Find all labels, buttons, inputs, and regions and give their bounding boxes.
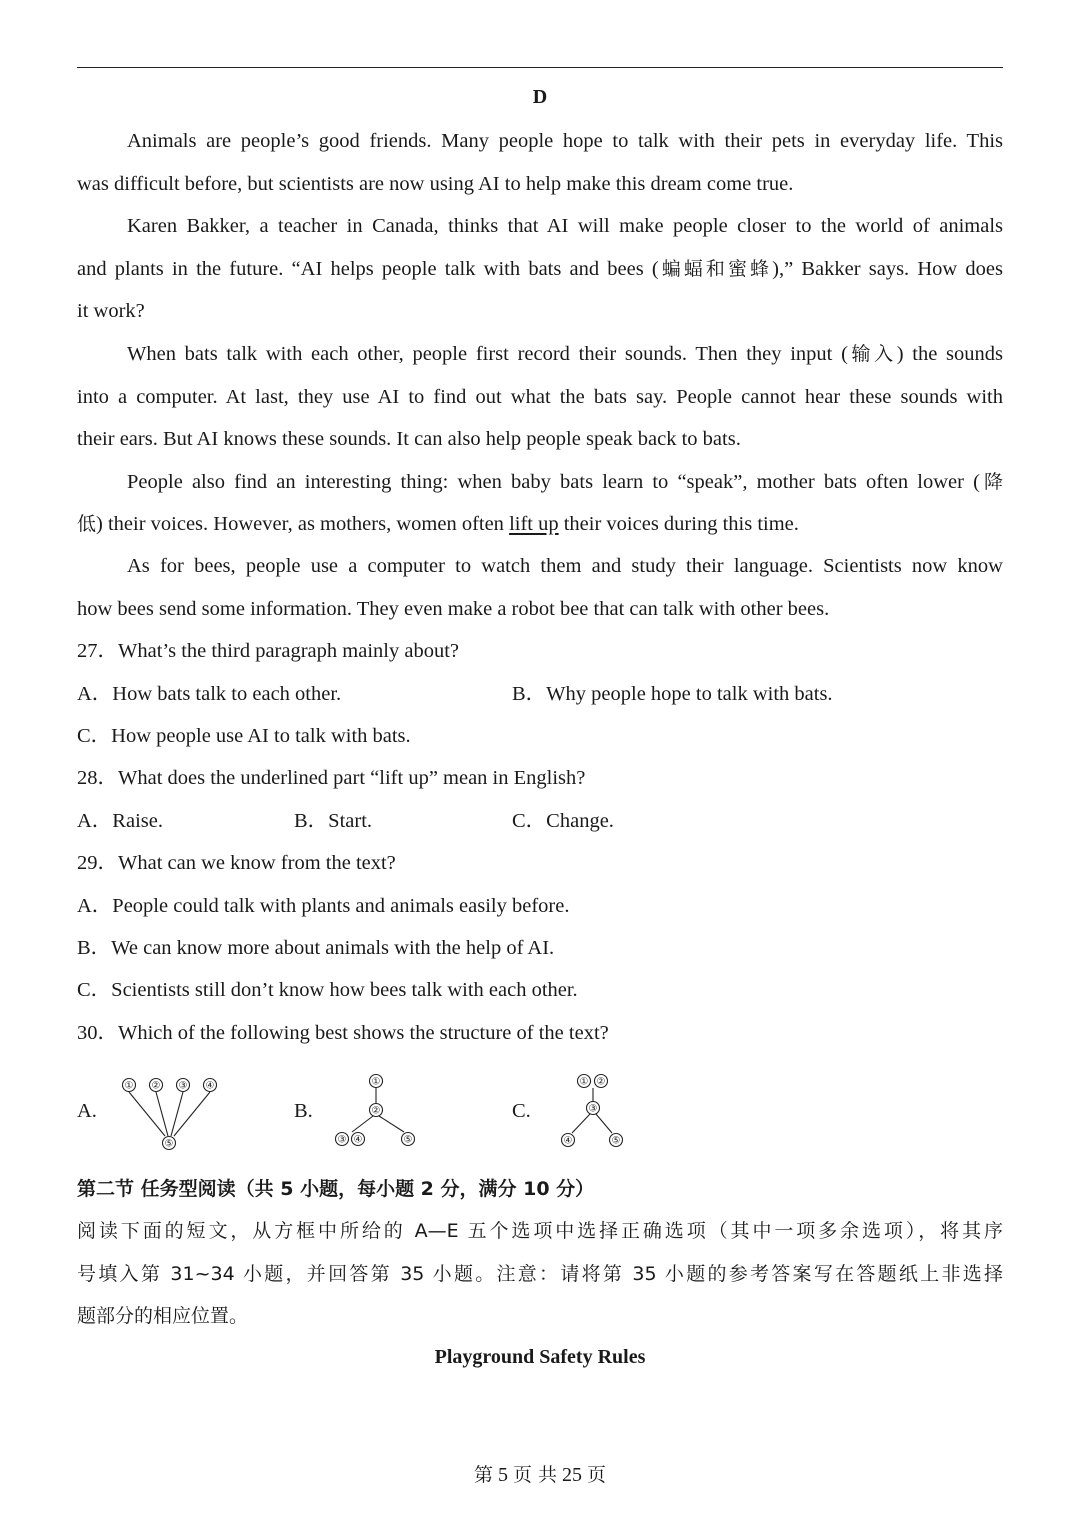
paragraph-1-line-2: was difficult before, but scientists are now using AI to help make this dream come true. [77, 173, 794, 195]
current-page-number: 5 [497, 1464, 508, 1486]
diagram-a-node-4: ④ [205, 1080, 215, 1092]
question-29-option-c[interactable]: C．Scientists still don’t know how bees talk with each other. [77, 979, 578, 1001]
diagram-b-node-4: ④ [353, 1134, 363, 1146]
page-footer: 第 5 页 共 25 页 [473, 1464, 607, 1486]
diagram-b-node-1: ① [371, 1076, 381, 1088]
diagram-b-node-3: ③ [337, 1134, 347, 1146]
paragraph-5-line-1: As for bees, people use a computer to watch them and study their language. Scientists now know [127, 555, 1003, 577]
paragraph-2-line-3: it work? [77, 300, 145, 322]
paragraph-1-line-1: Animals are people’s good friends. Many people hope to talk with their pets in everyday life. This [127, 130, 1003, 152]
diagram-a-node-5: ⑤ [164, 1138, 174, 1150]
question-27-option-b[interactable]: B．Why people hope to talk with bats. [512, 683, 833, 705]
question-30-option-b[interactable]: B. [294, 1100, 313, 1122]
section-2-title: 第二节 任务型阅读（共 5 小题，每小题 2 分，满分 10 分） [77, 1178, 595, 1200]
diagram-a-node-3: ③ [178, 1080, 188, 1092]
question-30-stem: 30．Which of the following best shows the structure of the text? [77, 1022, 609, 1044]
question-28-option-b[interactable]: B．Start. [294, 810, 373, 832]
question-30-option-c[interactable]: C. [512, 1100, 531, 1122]
diagram-c-node-1: ① [579, 1076, 589, 1088]
question-28-stem: 28．What does the underlined part “lift up” mean in English? [77, 767, 586, 789]
question-29-stem: 29．What can we know from the text? [77, 852, 396, 874]
question-29-option-b[interactable]: B．We can know more about animals with the help of AI. [77, 937, 555, 959]
paragraph-3-line-2: into a computer. At last, they use AI to find out what the bats say. People cannot hear these sounds with [77, 386, 1003, 408]
paragraph-3-line-3: their ears. But AI knows these sounds. It can also help people speak back to bats. [77, 428, 741, 450]
passage-title: Playground Safety Rules [434, 1346, 646, 1368]
total-pages: 25 [562, 1464, 583, 1486]
diagram-b-node-5: ⑤ [403, 1134, 413, 1146]
question-27-option-a[interactable]: A．How bats talk to each other. [77, 683, 342, 705]
paragraph-4-line-2: 低) their voices. However, as mothers, women often lift up their voices during this time. [77, 513, 799, 535]
paragraph-2-line-1: Karen Bakker, a teacher in Canada, thinks that AI will make people closer to the world of animals [127, 215, 1003, 237]
section-2-instruction-line-2: 号填入第 31~34 小题，并回答第 35 小题。注意：请将第 35 小题的参考答案写在答题纸上非选择 [77, 1263, 1003, 1285]
paragraph-4-line-1: People also find an interesting thing: when baby bats learn to “speak”, mother bats often lower (降 [127, 471, 1003, 493]
structure-diagram-b [326, 1070, 426, 1152]
passage-heading: D [532, 86, 548, 108]
diagram-c-node-4: ④ [563, 1135, 573, 1147]
question-27-stem: 27．What’s the third paragraph mainly about? [77, 640, 459, 662]
diagram-c-node-5: ⑤ [611, 1135, 621, 1147]
question-30-option-a[interactable]: A. [77, 1100, 97, 1122]
diagram-b-node-2: ② [371, 1105, 381, 1117]
structure-diagram-c [550, 1070, 640, 1152]
underlined-lift-up: lift up [509, 513, 559, 535]
top-rule [77, 67, 1003, 68]
section-2-instruction-line-1: 阅读下面的短文，从方框中所给的 A—E 五个选项中选择正确选项（其中一项多余选项），将其序 [77, 1220, 1003, 1242]
question-28-option-c[interactable]: C．Change. [512, 810, 614, 832]
question-29-option-a[interactable]: A．People could talk with plants and animals easily before. [77, 895, 570, 917]
paragraph-5-line-2: how bees send some information. They even make a robot bee that can talk with other bees. [77, 598, 830, 620]
question-28-option-a[interactable]: A．Raise. [77, 810, 163, 832]
section-2-instruction-line-3: 题部分的相应位置。 [77, 1305, 249, 1327]
paragraph-3-line-1: When bats talk with each other, people first record their sounds. Then they input (输入) the sounds [127, 343, 1003, 365]
paragraph-2-line-2: and plants in the future. “AI helps people talk with bats and bees (蝙蝠和蜜蜂),” Bakker says. How does [77, 258, 1003, 280]
question-27-option-c[interactable]: C．How people use AI to talk with bats. [77, 725, 411, 747]
diagram-c-node-2: ② [596, 1076, 606, 1088]
diagram-a-node-1: ① [124, 1080, 134, 1092]
diagram-a-node-2: ② [151, 1080, 161, 1092]
diagram-c-node-3: ③ [588, 1103, 598, 1115]
structure-diagram-a [112, 1073, 228, 1153]
